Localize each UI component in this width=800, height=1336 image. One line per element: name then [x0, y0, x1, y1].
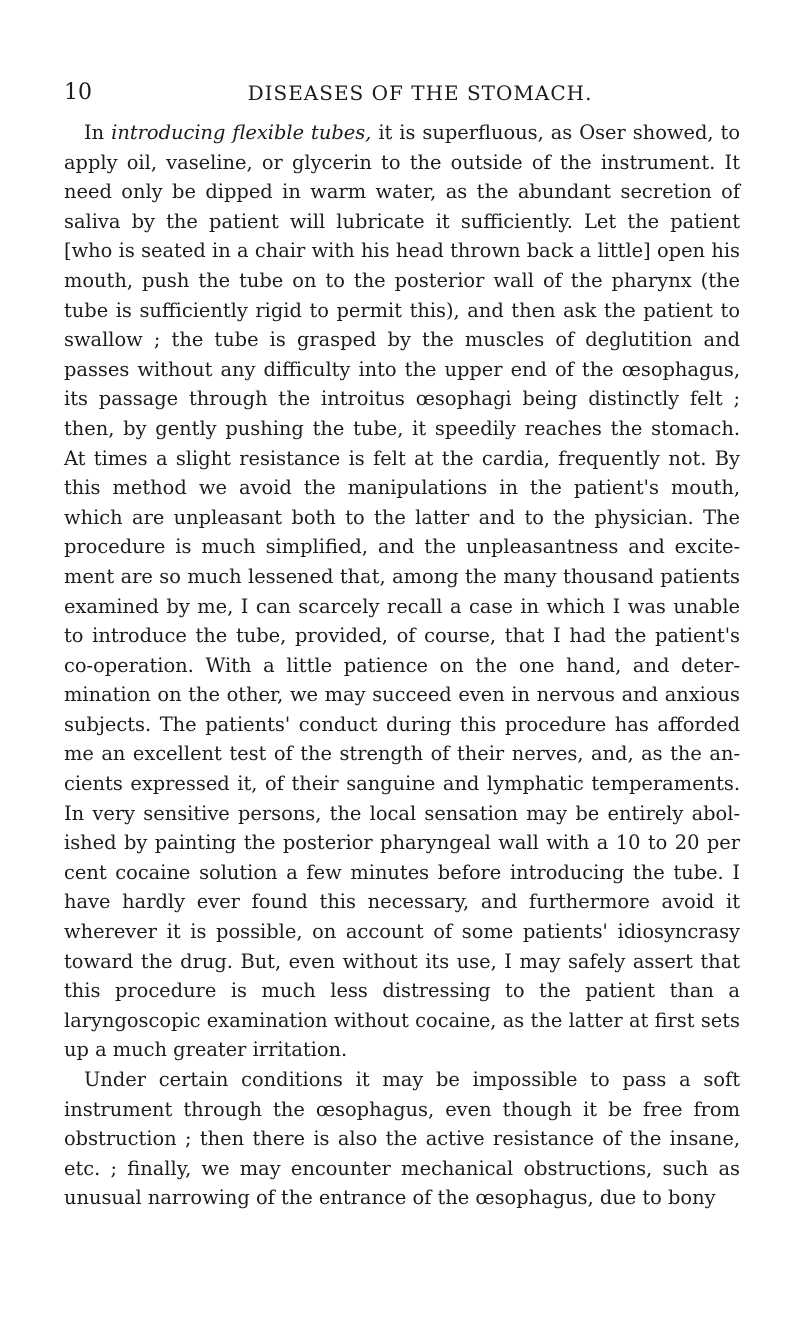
running-title: DISEASES OF THE STOMACH.	[247, 81, 593, 105]
page-number: 10	[64, 80, 92, 105]
body-text	[64, 118, 740, 1213]
running-head	[64, 78, 736, 108]
paragraph-1-lead: In	[84, 121, 112, 144]
paragraph-1	[64, 118, 740, 1065]
paragraph-2-text: Under certain conditions it may be impossible to pass a soft instrument through the œsophagus, even though it be free from obstruction ; then there is also the active resistance of the insane, etc. ; finally, we may encounter mechanical obstructions, such as unusual narrowing of the entrance of the œsophagus, due to bony	[64, 1068, 740, 1210]
paragraph-1-emphasis: introducing flexible tubes,	[111, 121, 372, 144]
paragraph-1-text: it is superfluous, as Oser showed, to apply oil, vaseline, or glycerin to the outside of the instrument. It need only be dipped in warm water, as the abundant secretion of saliva by the patient will lubricate it sufficiently. Let the patient [who is seated in a chair with his head thrown back a little] open his mouth, push the tube on to the posterior wall of the pharynx (the tube is sufficiently rigid to permit this), and then ask the patient to swallow ; the tube is grasped by the muscles of deglutition and passes without any difficulty into the upper end of the œsophagus, its passage through the introitus œsophagi being distinctly felt ; then, by gently pushing the tube, it speedily reaches the stomach. At times a slight resistance is felt at the cardia, frequently not. By this method we avoid the manipulations in the patient's mouth, which are unpleasant both to the latter and to the physician. The procedure is much simplified, and the unpleasantness and excitement are so much lessened that, among the many thousand patients examined by me, I can scarcely recall a case in which I was unable to introduce the tube, provided, of course, that I had the patient's co-operation. With a little patience on the one hand, and determination on the other, we may succeed even in nervous and anxious subjects. The patients' conduct during this procedure has afforded me an excellent test of the strength of their nerves, and, as the ancients expressed it, of their sanguine and lymphatic temperaments. In very sensitive persons, the local sensation may be entirely abolished by painting the posterior pharyngeal wall with a 10 to 20 per cent cocaine solution a few minutes before introducing the tube. I have hardly ever found this necessary, and furthermore avoid it wherever it is possible, on account of some patients' idiosyncrasy toward the drug. But, even without its use, I may safely assert that this procedure is much less distressing to the patient than a laryngoscopic examination without cocaine, as the latter at first sets up a much greater irritation.	[64, 121, 741, 1062]
paragraph-2	[64, 1065, 740, 1213]
